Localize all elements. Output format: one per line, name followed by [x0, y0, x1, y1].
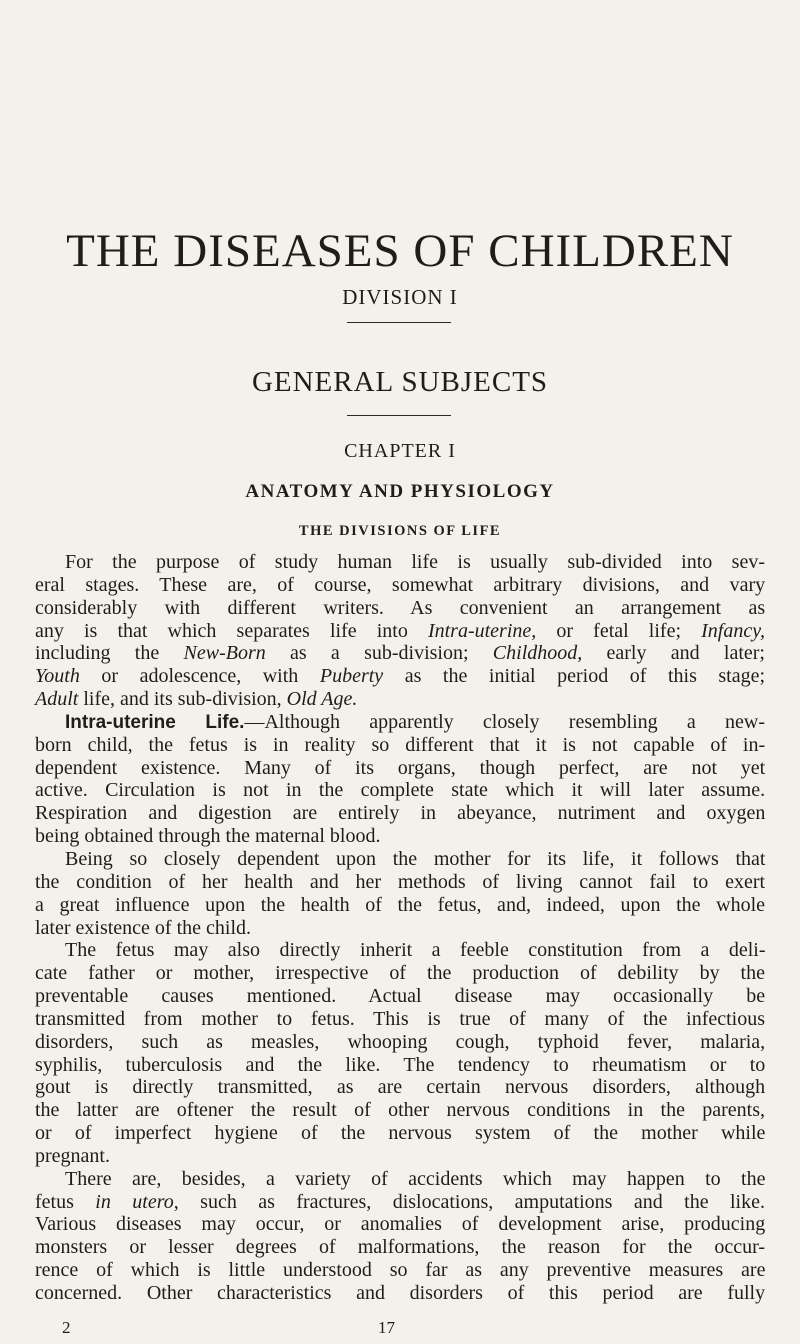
division-heading: DIVISION I: [342, 285, 458, 309]
section-title: GENERAL SUBJECTS: [251, 366, 549, 398]
body-text: [35, 551, 765, 1305]
text-line: concerned. Other characteristics and disorders of this period are fully: [35, 1282, 766, 1304]
text-line: Adult life, and its sub-division, Old Age.: [35, 688, 358, 711]
text-line: disorders, such as measles, whooping cough, typhoid fever, malaria,: [35, 1030, 766, 1053]
divider-rule: [347, 415, 451, 416]
page-number: 17: [378, 1318, 395, 1337]
text-line: gout is directly transmitted, as are certain nervous disorders, although: [35, 1076, 766, 1099]
text-line: For the purpose of study human life is usually sub-divided into sev-: [65, 551, 765, 573]
text-line: preventable causes mentioned. Actual disease may occasionally be: [35, 985, 766, 1008]
page-footer: [0, 1318, 800, 1340]
run-in-heading: Intra-uterine Life.: [65, 711, 245, 733]
text-line: monsters or lesser degrees of malformations, the reason for the occur-: [35, 1236, 765, 1259]
text-line: the latter are oftener the result of other nervous conditions in the parents,: [35, 1099, 765, 1122]
text-line: the condition of her health and her methods of living cannot fail to exert: [35, 870, 766, 893]
text-line: Intra-uterine Life.—Although apparently closely resembling a new-: [65, 710, 765, 733]
text-line: active. Circulation is not in the complete state which it will later assume.: [35, 779, 766, 802]
text-line: pregnant.: [35, 1144, 110, 1167]
text-line: cate father or mother, irrespective of the production of debility by the: [35, 962, 765, 985]
text-line: dependent existence. Many of its organs, though perfect, are not yet: [35, 756, 766, 779]
text-line: considerably with different writers. As convenient an arrangement as: [35, 596, 766, 619]
text-line: eral stages. These are, of course, somewhat arbitrary divisions, and vary: [35, 573, 766, 596]
text-line: any is that which separates life into Intra-uterine, or fetal life; Infancy,: [35, 619, 765, 642]
text-line: Youth or adolescence, with Puberty as the initial period of this stage;: [35, 665, 766, 688]
section-subheading: THE DIVISIONS OF LIFE: [298, 523, 502, 539]
text-line: born child, the fetus is in reality so different that it is not capable of in-: [35, 733, 766, 756]
text-line: Respiration and digestion are entirely in abeyance, nutriment and oxygen: [35, 802, 766, 825]
text-line: or of imperfect hygiene of the nervous system of the mother while: [35, 1122, 766, 1145]
text-line: rence of which is little understood so far as any preventive measures are: [35, 1259, 766, 1282]
divider-rule: [347, 322, 451, 323]
text-line: There are, besides, a variety of accidents which may happen to the: [65, 1167, 766, 1190]
text-line: Various diseases may occur, or anomalies of development arise, producing: [35, 1213, 766, 1236]
book-title: THE DISEASES OF CHILDREN: [66, 225, 734, 277]
text-line: fetus in utero, such as fractures, dislocations, amputations and the like.: [35, 1190, 765, 1213]
text-line: being obtained through the maternal blood.: [35, 825, 381, 848]
chapter-title: ANATOMY AND PHYSIOLOGY: [245, 481, 555, 502]
text-line: a great influence upon the health of the fetus, and, indeed, upon the whole: [35, 893, 766, 916]
text-line: Being so closely dependent upon the mother for its life, it follows that: [65, 847, 766, 870]
text-line: later existence of the child.: [35, 916, 252, 939]
chapter-number: CHAPTER I: [344, 440, 456, 462]
text-line: syphilis, tuberculosis and the like. The tendency to rheumatism or to: [35, 1053, 766, 1076]
text-line: including the New-Born as a sub-division; Childhood, early and later;: [35, 642, 765, 665]
text-line: transmitted from mother to fetus. This is true of many of the infectious: [35, 1007, 765, 1030]
text-line: The fetus may also directly inherit a feeble constitution from a deli-: [65, 939, 766, 962]
signature-mark: 2: [62, 1318, 71, 1337]
